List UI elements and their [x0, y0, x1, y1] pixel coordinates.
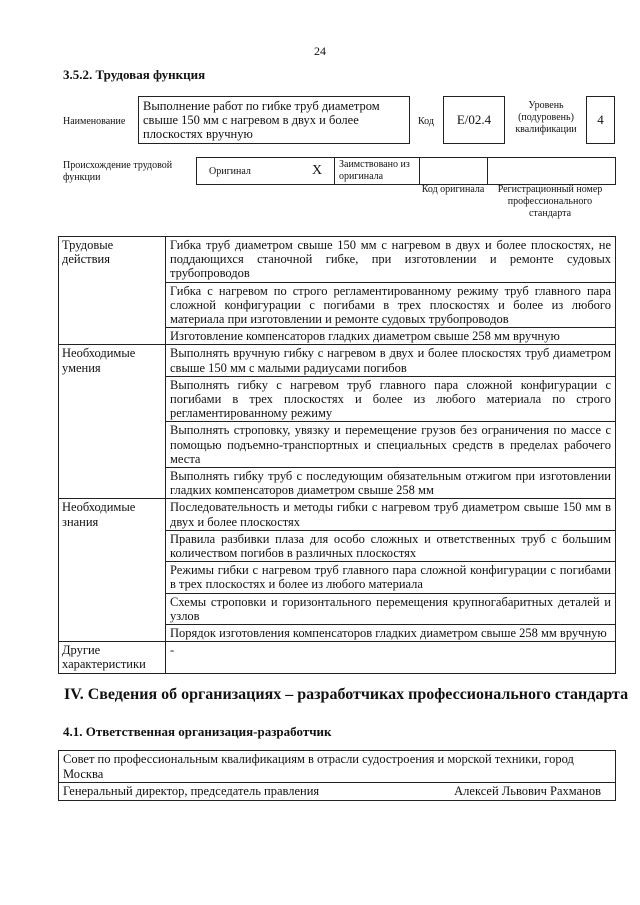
skill-item: Выполнять гибку с нагревом труб главного пара сложной конфигурации с погибами в трех плоскостях и более из любого материала по строго регламентированному режиму: [166, 376, 616, 422]
knowledge-item: Схемы строповки и горизонтального перемещения крупногабаритных деталей и узлов: [166, 593, 616, 624]
knowledge-item: Порядок изготовления компенсаторов гладких диаметром свыше 258 мм вручную: [166, 625, 616, 642]
section-title: 3.5.2. Трудовая функция: [63, 67, 206, 82]
signatory-row: [59, 783, 616, 801]
page-number: 24: [314, 44, 326, 58]
function-details-table: [58, 236, 616, 674]
table-row: [59, 345, 616, 376]
code-original-caption: Код оригинала: [421, 184, 485, 195]
origin-label: Происхождение трудовой функции: [63, 160, 173, 183]
divider: [419, 158, 420, 184]
level-label: Уровень (подуровень) квалификации: [515, 100, 577, 135]
other-value: -: [166, 642, 616, 673]
organization-table: [58, 750, 616, 801]
organization-name: Совет по профессиональным квалификациям в отрасли судостроения и морской техники, город Москва: [59, 751, 616, 783]
table-row: [59, 751, 616, 783]
labor-action-item: Изготовление компенсаторов гладких диаметром свыше 258 мм вручную: [166, 328, 616, 345]
table-row: [59, 499, 616, 530]
original-label: Оригинал: [209, 166, 251, 177]
table-row: [59, 783, 616, 801]
original-mark: X: [311, 163, 323, 178]
signatory-name: Алексей Львович Рахманов: [454, 784, 601, 798]
divider: [487, 158, 488, 184]
section41-title: 4.1. Ответственная организация-разработчик: [63, 724, 332, 739]
skills-label: Необходимые умения: [59, 345, 166, 499]
labor-action-item: Гибка труб диаметром свыше 150 мм с нагревом в двух и более плоскостях, не поддающихся станочной гибке, при изготовлении и ремонте судовых трубопроводов: [166, 237, 616, 283]
skill-item: Выполнять строповку, увязку и перемещение грузов без ограничения по массе с помощью подъемно-транспортных и специальных средств в пределах рабочего места: [166, 422, 616, 468]
qualification-level: 4: [586, 96, 615, 144]
origin-row: [196, 157, 616, 185]
table-row: [59, 642, 616, 673]
borrowed-label: Заимствовано из оригинала: [339, 159, 410, 182]
knowledge-label: Необходимые знания: [59, 499, 166, 642]
labor-action-item: Гибка с нагревом по строго регламентированному режиму труб главного пара сложной конфигурации с погибами в трех плоскостях и более из любого материала при изготовлении и ремонте судовых трубопроводов: [166, 282, 616, 328]
section4-title: IV. Сведения об организациях – разработчиках профессионального стандарта: [64, 686, 629, 703]
function-code: E/02.4: [443, 96, 505, 144]
knowledge-item: Последовательность и методы гибки с нагревом труб диаметром свыше 150 мм в двух и более плоскостях: [166, 499, 616, 530]
skill-item: Выполнять гибку труб с последующим обязательным отжигом при изготовлении гладких компенсаторов диаметром свыше 258 мм: [166, 468, 616, 499]
function-name: Выполнение работ по гибке труб диаметром свыше 150 мм с нагревом в двух и более плоскостях вручную: [138, 96, 410, 144]
name-label: Наименование: [63, 116, 126, 127]
labor-actions-label: Трудовые действия: [59, 237, 166, 345]
signatory-position: Генеральный директор, председатель правления: [63, 784, 320, 798]
reg-number-caption: Регистрационный номер профессионального стандарта: [497, 184, 603, 219]
knowledge-item: Режимы гибки с нагревом труб главного пара сложной конфигурации с погибами в трех плоскостях и более из любого материала: [166, 562, 616, 593]
other-label: Другие характеристики: [59, 642, 166, 673]
skill-item: Выполнять вручную гибку с нагревом в двух и более плоскостях труб диаметром свыше 150 мм с малыми радиусами погибов: [166, 345, 616, 376]
code-label: Код: [418, 116, 434, 127]
knowledge-item: Правила разбивки плаза для особо сложных и ответственных труб с большим количеством погибов в различных плоскостях: [166, 530, 616, 561]
divider: [334, 158, 335, 184]
table-row: [59, 237, 616, 283]
